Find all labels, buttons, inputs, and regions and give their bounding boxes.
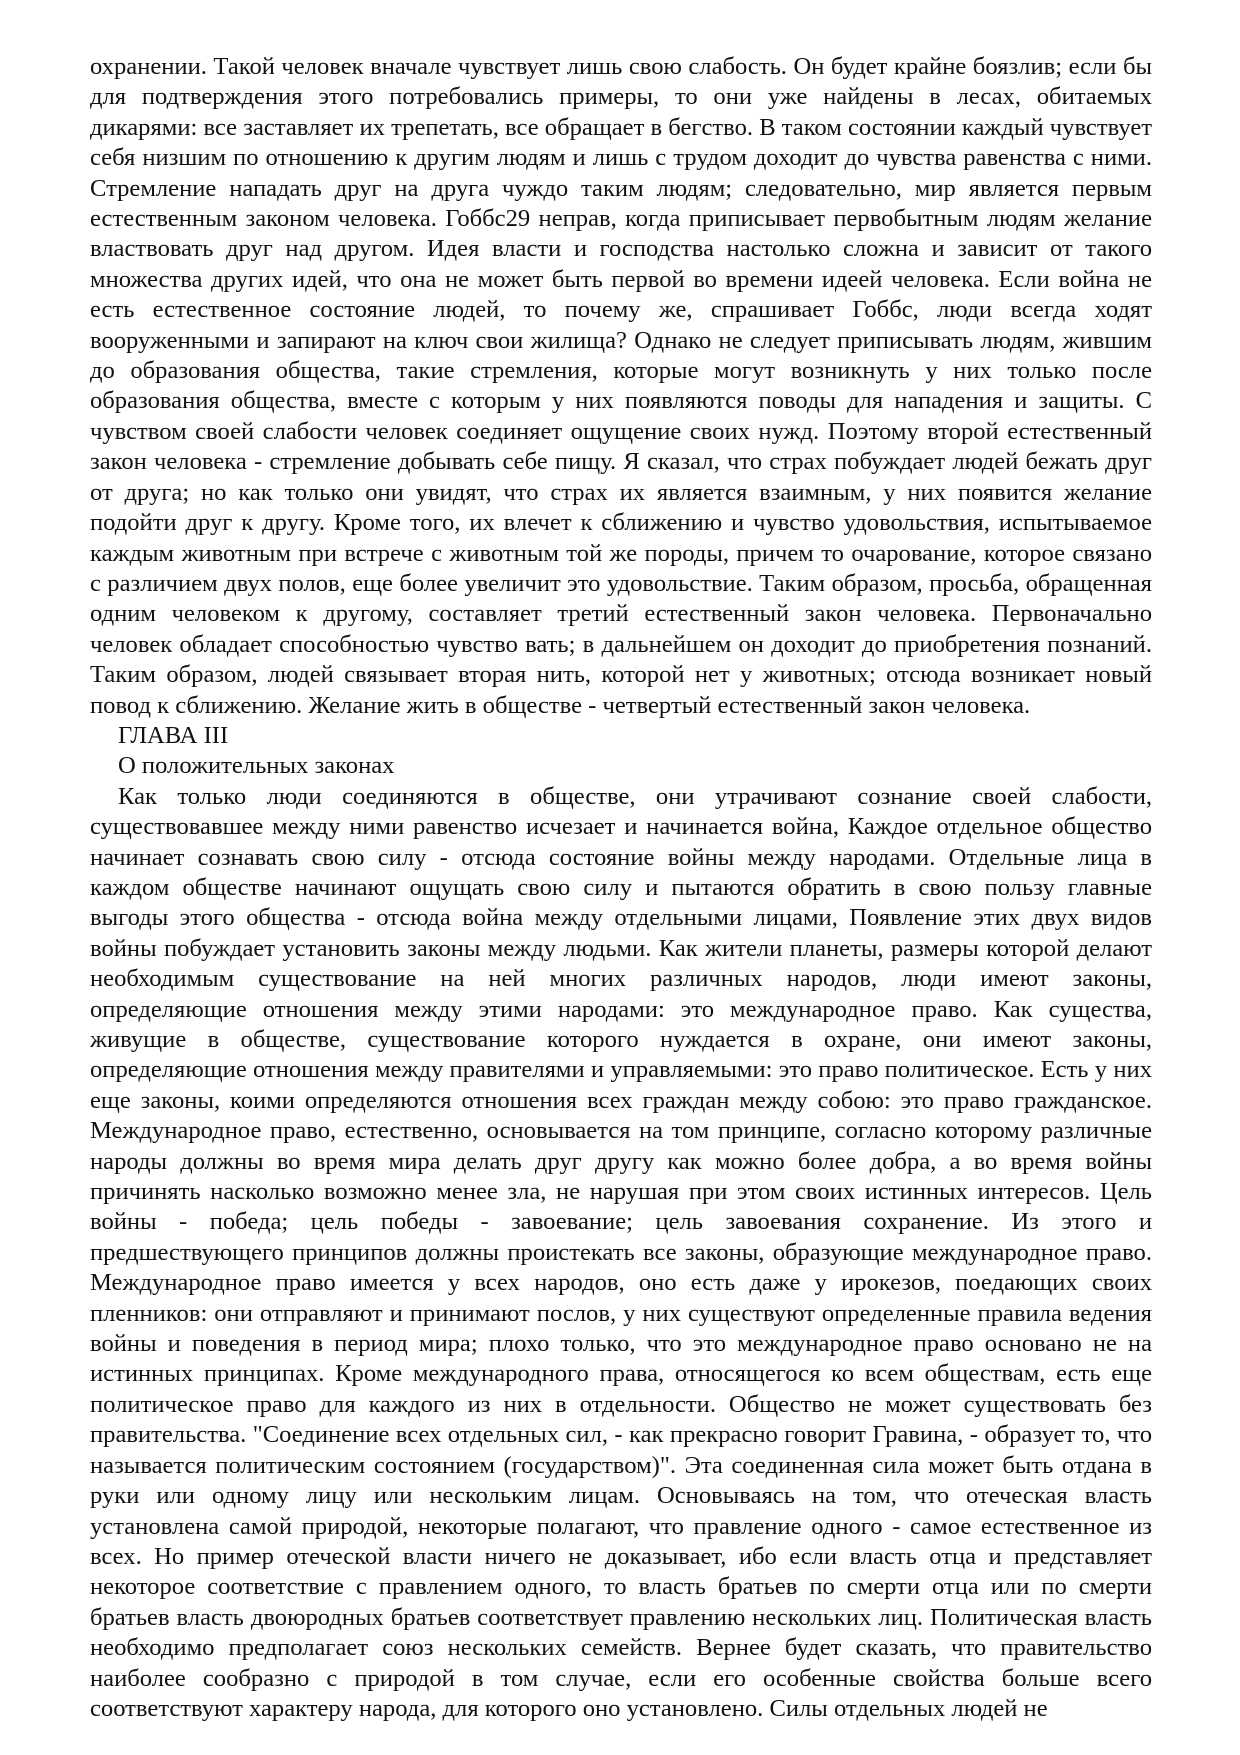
- chapter-title: О положительных законах: [118, 752, 395, 780]
- document-page: [90, 52, 1152, 1724]
- chapter-heading: ГЛАВА III: [118, 721, 229, 749]
- body-paragraph: Как только люди соединяются в обществе, они утрачивают сознание своей слабости, существовавшее между ними равенство исчезает и начинается война, Каждое отдельное общество начинает сознавать свою силу - отсюда состояние войны между народами. Отдельные лица в каждом обществе начинают ощущать свою силу и пытаются обратить в свою пользу главные выгоды этого общества - отсюда война между отдельными лицами, Появление этих двух видов войны побуждает установить законы между людьми. Как жители планеты, размеры которой делают необходимым существование на ней многих различных народов, люди имеют законы, определяющие отношения между этими народами: это международное право. Как существа, живущие в обществе, существование которого нуждается в охране, они имеют законы, определяющие отношения между правителями и управляемыми: это право политическое. Есть у них еще законы, коими определяются отношения всех граждан между собою: это право гражданское. Международное право, естественно, основывается на том принципе, согласно которому различные народы должны во время мира делать друг другу как можно более добра, а во время войны причинять насколько возможно менее зла, не нарушая при этом своих истинных интересов. Цель войны - победа; цель победы - завоевание; цель завоевания сохранение. Из этого и предшествующего принципов должны проистекать все законы, образующие международное право. Международное право имеется у всех народов, оно есть даже у ирокезов, поедающих своих пленников: они отправляют и принимают послов, у них существуют определенные правила ведения войны и поведения в период мира; плохо только, что это международное право основано не на истинных принципах. Кроме международного права, относящегося ко всем обществам, есть еще политическое право для каждого из них в отдельности. Общество не может существовать без правительства. "Соединение всех отдельных сил, - как прекрасно говорит Гравина, - образует то, что называется политическим состоянием (государством)". Эта соединенная сила может быть отдана в руки или одному лицу или нескольким лицам. Основываясь на том, что отеческая власть установлена самой природой, некоторые полагают, что правление одного - самое естественное из всех. Но пример отеческой власти ничего не доказывает, ибо если власть отца и представляет некоторое соответствие с правлением одного, то власть братьев по смерти отца или по смерти братьев власть двоюродных братьев соответствует правлению нескольких лиц. Политическая власть необходимо предполагает союз нескольких семейств. Вернее будет сказать, что правительство наиболее сообразно с природой в том случае, если его особенные свойства больше всего соответствуют характеру народа, для которого оно установлено. Силы отдельных людей не: [90, 782, 1152, 1722]
- body-paragraph-continued: охранении. Такой человек вначале чувствует лишь свою слабость. Он будет крайне боязлив; если бы для подтверждения этого потребовались примеры, то они уже найдены в лесах, обитаемых дикарями: все заставляет их трепетать, все обращает в бегство. В таком состоянии каждый чувствует себя низшим по отношению к другим людям и лишь с трудом доходит до чувства равенства с ними. Стремление нападать друг на друга чуждо таким людям; следовательно, мир является первым естественным законом человека. Гоббс29 неправ, когда приписывает первобытным людям желание властвовать друг над другом. Идея власти и господства настолько сложна и зависит от такого множества других идей, что она не может быть первой во времени идеей человека. Если война не есть естественное состояние людей, то почему же, спрашивает Гоббс, люди всегда ходят вооруженными и запирают на ключ свои жилища? Однако не следует приписывать людям, жившим до образования общества, такие стремления, которые могут возникнуть у них только после образования общества, вместе с которым у них появляются поводы для нападения и защиты. С чувством своей слабости человек соединяет ощущение своих нужд. Поэтому второй естественный закон человека - стремление добывать себе пищу. Я сказал, что страх побуждает людей бежать друг от друга; но как только они увидят, что страх их является взаимным, у них появится желание подойти друг к другу. Кроме того, их влечет к сближению и чувство удовольствия, испытываемое каждым животным при встрече с животным той же породы, причем то очарование, которое связано с различием двух полов, еще более увеличит это удовольствие. Таким образом, просьба, обращенная одним человеком к другому, составляет третий естественный закон человека. Первоначально человек обладает способностью чувство вать; в дальнейшем он доходит до приобретения познаний. Таким образом, людей связывает вторая нить, которой нет у животных; отсюда возникает новый повод к сближению. Желание жить в обществе - четвертый естественный закон человека.: [90, 53, 1152, 719]
